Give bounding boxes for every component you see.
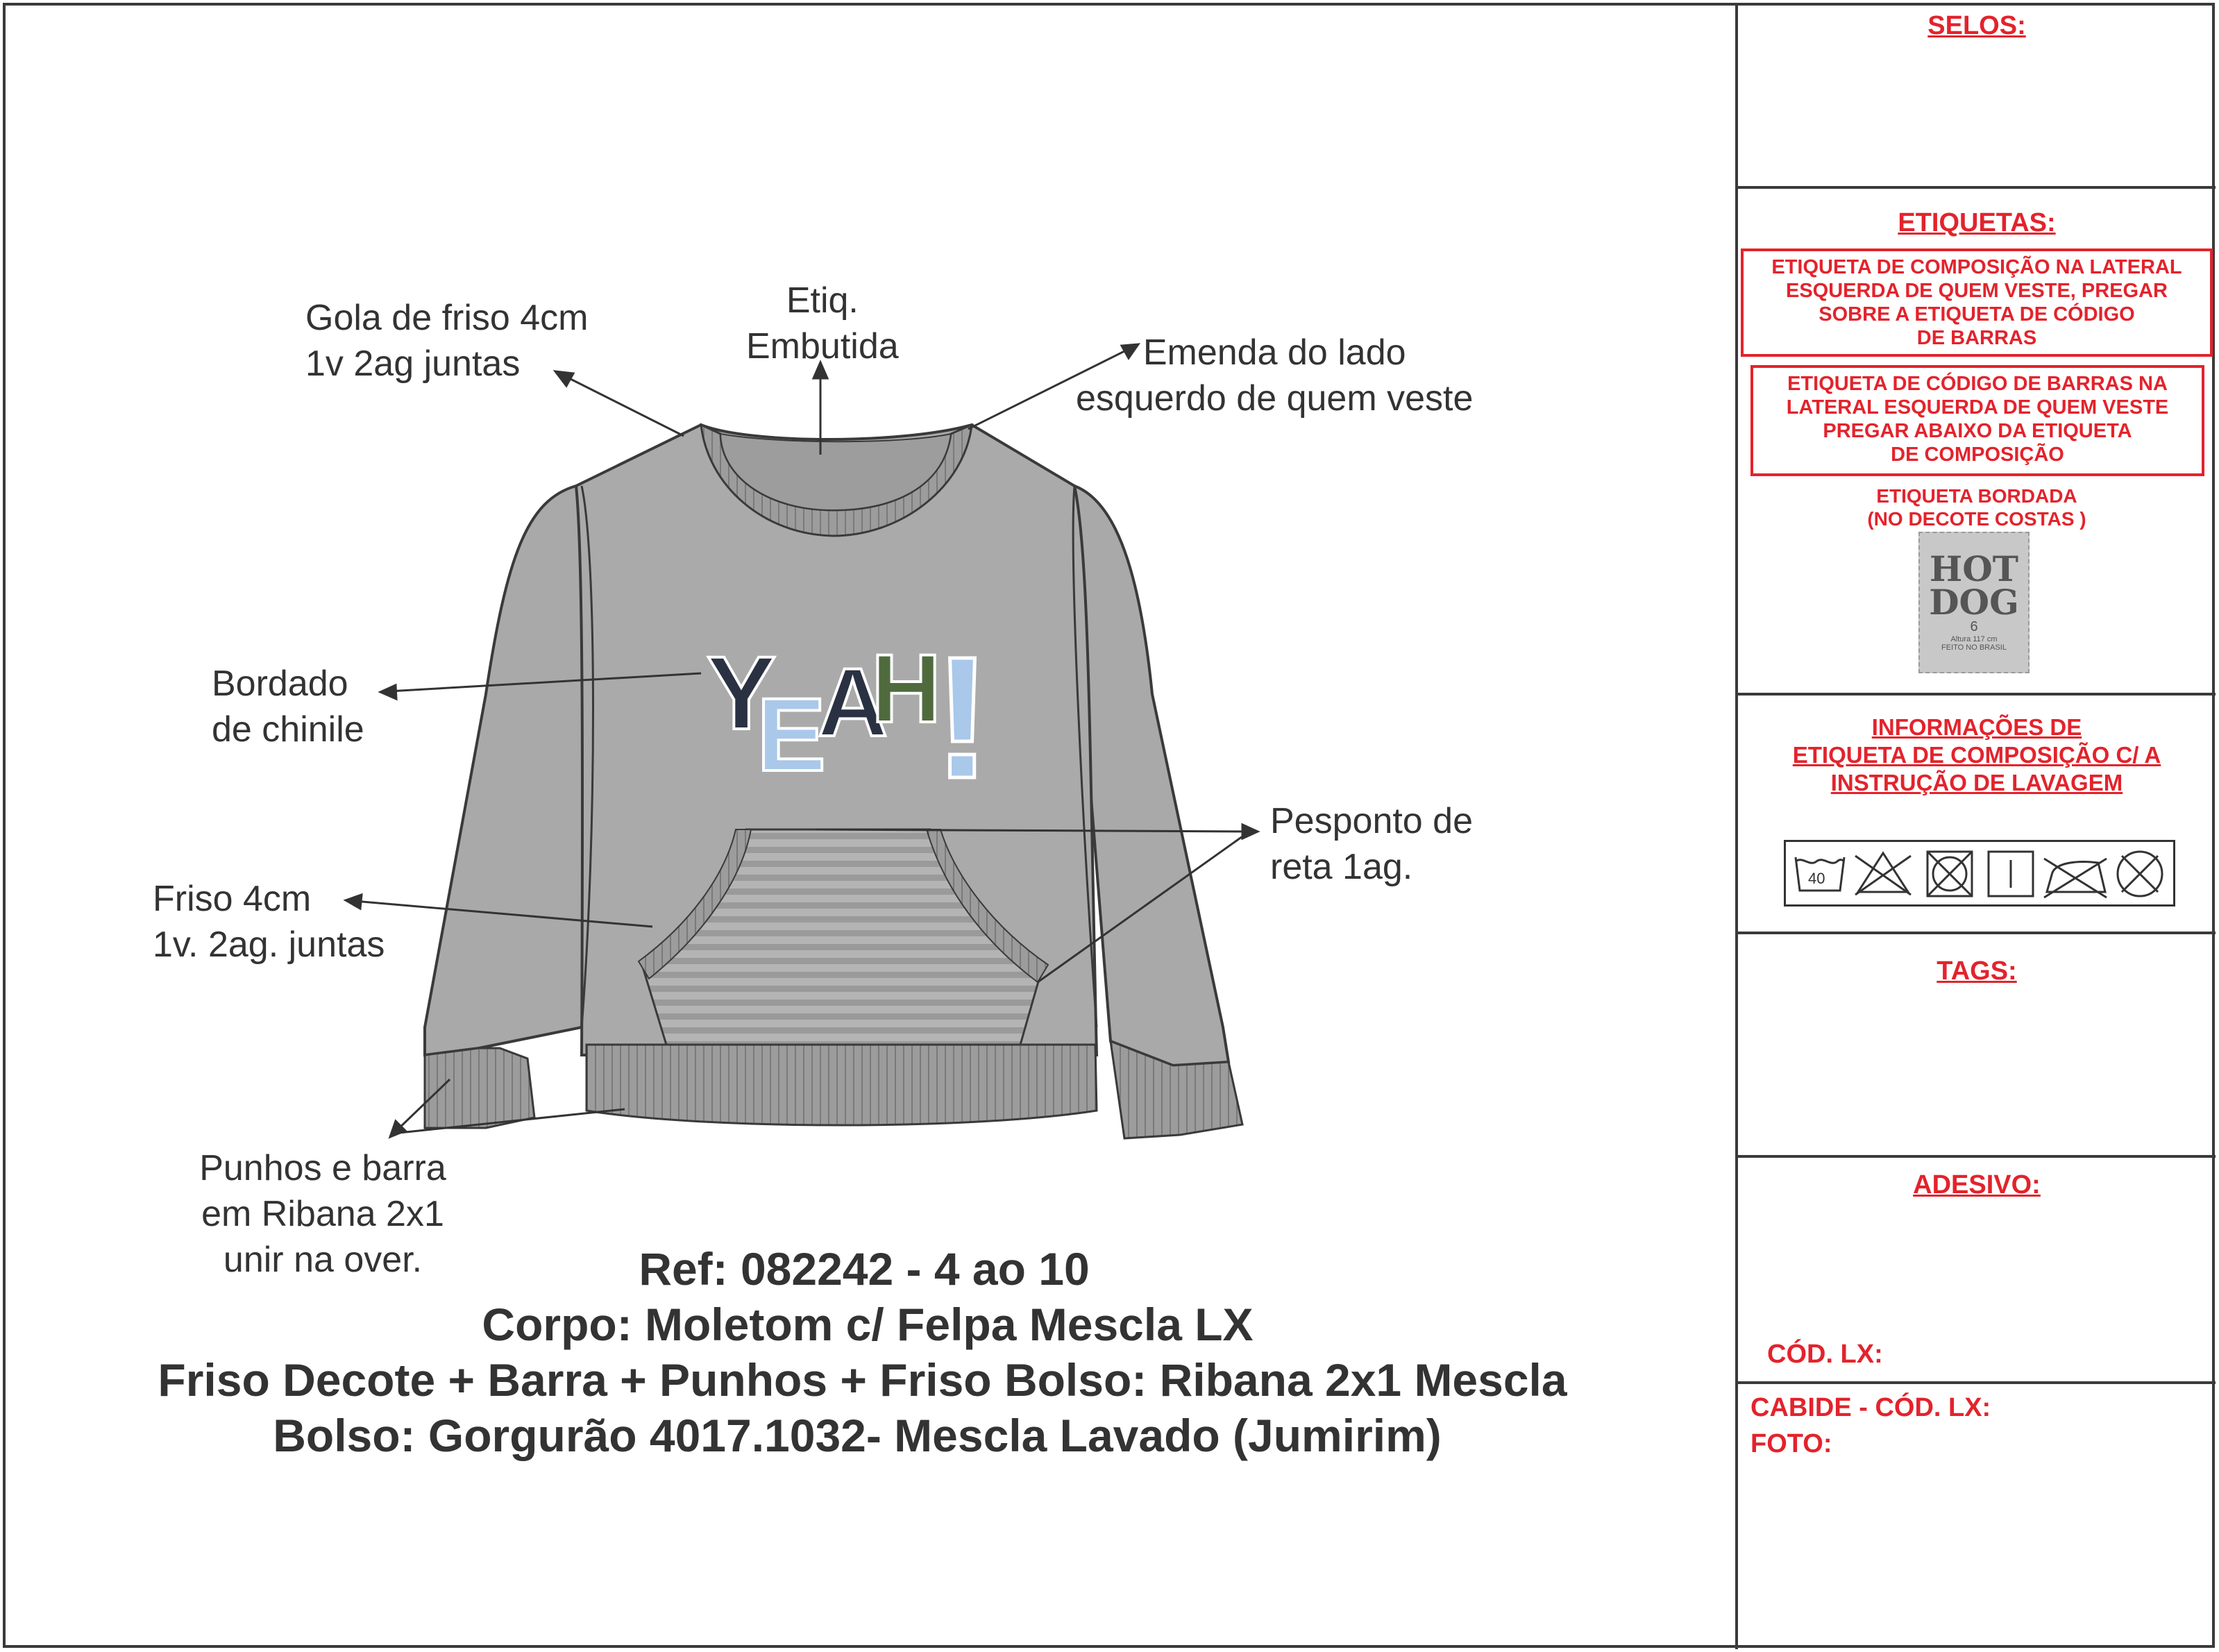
- informacoes-title: INFORMAÇÕES DE ETIQUETA DE COMPOSIÇÃO C/ A INSTRUÇÃO DE LAVAGEM: [1792, 714, 2161, 795]
- tag-made-in: FEITO NO BRASIL: [1941, 643, 2007, 652]
- letter-exclaim: !: [934, 621, 992, 814]
- callout-bordado: Bordado de chinile: [212, 664, 364, 750]
- etiqueta-bordada-note: ETIQUETA BORDADA (NO DECOTE COSTAS ): [1867, 485, 2086, 530]
- hem-rib: [587, 1045, 1097, 1125]
- divider-etiquetas: [1737, 693, 2216, 696]
- spec-bolso: Bolso: Gorgurão 4017.1032- Mescla Lavado (Jumirim): [273, 1410, 1442, 1461]
- selos-title: SELOS:: [1927, 11, 2026, 40]
- letter-h: H: [871, 634, 942, 743]
- divider-adesivo: [1737, 1381, 2216, 1384]
- etiquetas-title: ETIQUETAS:: [1898, 208, 2056, 237]
- spec-friso: Friso Decote + Barra + Punhos + Friso Bolso: Ribana 2x1 Mescla: [158, 1354, 1567, 1406]
- callout-gola: Gola de friso 4cm 1v 2ag juntas: [305, 298, 589, 384]
- tag-size: 6: [1970, 619, 1978, 634]
- cabide-foto-label: CABIDE - CÓD. LX: FOTO:: [1750, 1393, 1991, 1458]
- spec-corpo: Corpo: Moletom c/ Felpa Mescla LX: [482, 1299, 1254, 1350]
- left-sleeve: [425, 486, 597, 1055]
- svg-text:40: 40: [1808, 870, 1825, 887]
- tag-brand-logo: HOT DOG: [1929, 548, 2019, 623]
- etiqueta-codigo-note: ETIQUETA DE CÓDIGO DE BARRAS NA LATERAL ESQUERDA DE QUEM VESTE PREGAR ABAIXO DA ETIQUETA DE COMPOSIÇÃO: [1750, 365, 2204, 476]
- callout-pesponto: Pesponto de reta 1ag.: [1270, 801, 1474, 887]
- callout-punhos: Punhos e barra em Ribana 2x1 unir na over.: [199, 1148, 446, 1280]
- no-dry-clean-icon: [2118, 852, 2162, 896]
- letter-e: E: [757, 676, 827, 793]
- letter-y: Y: [707, 634, 777, 751]
- letter-a: A: [818, 648, 888, 757]
- tags-title: TAGS:: [1937, 956, 2017, 986]
- hot-dog-label-image: [1918, 532, 2030, 673]
- right-sleeve: [1074, 486, 1229, 1065]
- cod-lx-label: CÓD. LX:: [1767, 1340, 1883, 1369]
- line-dry-icon: [1989, 852, 2033, 896]
- sidebar-divider: [1735, 3, 1738, 1649]
- wash-40-icon: [1796, 857, 1844, 891]
- divider-selos: [1737, 186, 2216, 189]
- care-symbols-strip: [1784, 840, 2175, 907]
- callout-emenda: Emenda do lado esquerdo de quem veste: [1076, 332, 1474, 419]
- no-tumble-dry-icon: [1927, 852, 1972, 896]
- no-iron-icon: [2044, 859, 2107, 897]
- divider-informacoes: [1737, 932, 2216, 934]
- no-bleach-icon: [1855, 853, 1911, 895]
- callout-etiq-embutida: Etiq. Embutida: [746, 280, 899, 366]
- spec-ref: Ref: 082242 - 4 ao 10: [639, 1243, 1090, 1295]
- tag-height: Altura 117 cm: [1950, 635, 1998, 643]
- callout-friso: Friso 4cm 1v. 2ag. juntas: [153, 879, 385, 965]
- etiqueta-composicao-note: ETIQUETA DE COMPOSIÇÃO NA LATERAL ESQUERDA DE QUEM VESTE, PREGAR SOBRE A ETIQUETA DE CÓDIGO DE BARRAS: [1741, 248, 2213, 357]
- divider-tags: [1737, 1155, 2216, 1158]
- adesivo-title: ADESIVO:: [1913, 1170, 2041, 1199]
